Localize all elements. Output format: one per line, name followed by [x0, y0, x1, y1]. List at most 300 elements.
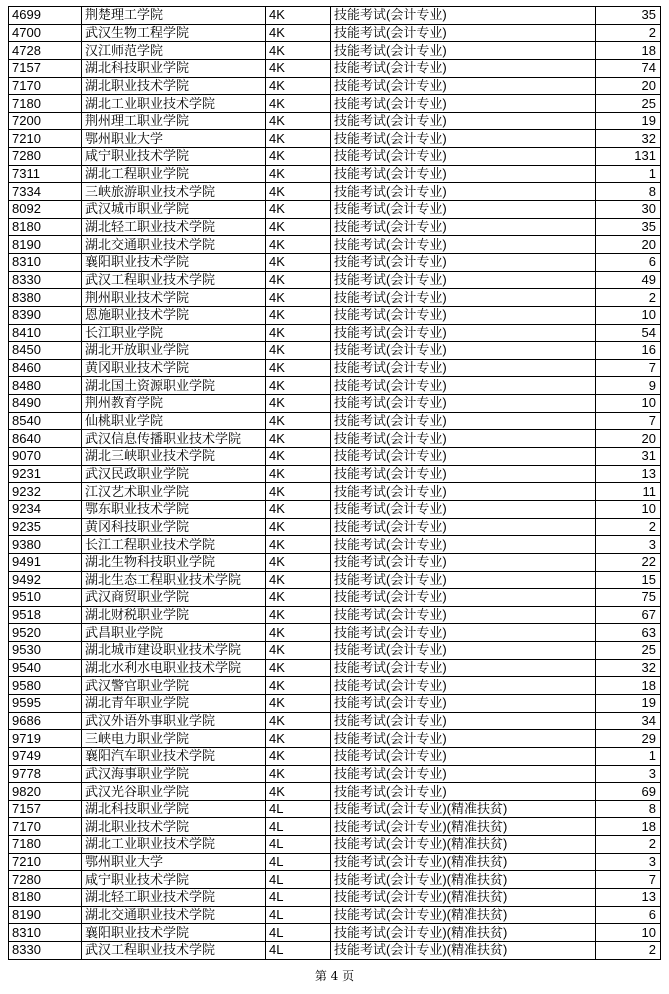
batch-code-cell: 4L: [266, 906, 331, 924]
school-name-cell: 襄阳职业技术学院: [82, 924, 266, 942]
school-name-cell: 武汉商贸职业学院: [82, 589, 266, 607]
school-code-cell: 8310: [9, 924, 82, 942]
exam-type-cell: 技能考试(会计专业): [331, 624, 596, 642]
school-code-cell: 7180: [9, 836, 82, 854]
exam-type-cell: 技能考试(会计专业): [331, 324, 596, 342]
exam-type-cell: 技能考试(会计专业)(精准扶贫): [331, 889, 596, 907]
batch-code-cell: 4K: [266, 359, 331, 377]
exam-type-cell: 技能考试(会计专业): [331, 24, 596, 42]
school-code-cell: 9380: [9, 536, 82, 554]
school-code-cell: 7157: [9, 59, 82, 77]
table-row: [9, 889, 661, 907]
table-row: [9, 941, 661, 959]
school-name-cell: 武昌职业学院: [82, 624, 266, 642]
plan-count-cell: 25: [596, 642, 661, 660]
plan-count-cell: 18: [596, 677, 661, 695]
exam-type-cell: 技能考试(会计专业): [331, 483, 596, 501]
school-code-cell: 8480: [9, 377, 82, 395]
school-code-cell: 9749: [9, 747, 82, 765]
table-row: [9, 783, 661, 801]
batch-code-cell: 4K: [266, 571, 331, 589]
batch-code-cell: 4K: [266, 183, 331, 201]
plan-count-cell: 7: [596, 871, 661, 889]
school-name-cell: 武汉城市职业学院: [82, 201, 266, 219]
table-row: [9, 836, 661, 854]
table-row: [9, 906, 661, 924]
school-code-cell: 8460: [9, 359, 82, 377]
table-row: [9, 430, 661, 448]
table-row: [9, 165, 661, 183]
plan-count-cell: 35: [596, 218, 661, 236]
plan-count-cell: 6: [596, 906, 661, 924]
school-name-cell: 武汉海事职业学院: [82, 765, 266, 783]
school-code-cell: 8180: [9, 889, 82, 907]
exam-type-cell: 技能考试(会计专业): [331, 730, 596, 748]
batch-code-cell: 4K: [266, 783, 331, 801]
school-code-cell: 4699: [9, 7, 82, 25]
batch-code-cell: 4L: [266, 818, 331, 836]
table-row: [9, 236, 661, 254]
batch-code-cell: 4L: [266, 853, 331, 871]
plan-count-cell: 19: [596, 112, 661, 130]
exam-type-cell: 技能考试(会计专业): [331, 130, 596, 148]
school-code-cell: 7170: [9, 77, 82, 95]
school-name-cell: 仙桃职业学院: [82, 412, 266, 430]
school-code-cell: 8450: [9, 342, 82, 360]
batch-code-cell: 4K: [266, 236, 331, 254]
batch-code-cell: 4K: [266, 747, 331, 765]
page-number: 第 4 页: [314, 969, 355, 983]
batch-code-cell: 4K: [266, 377, 331, 395]
table-row: [9, 677, 661, 695]
table-row: [9, 59, 661, 77]
plan-count-cell: 2: [596, 836, 661, 854]
exam-type-cell: 技能考试(会计专业): [331, 465, 596, 483]
table-row: [9, 77, 661, 95]
exam-type-cell: 技能考试(会计专业)(精准扶贫): [331, 941, 596, 959]
batch-code-cell: 4K: [266, 271, 331, 289]
batch-code-cell: 4K: [266, 765, 331, 783]
batch-code-cell: 4K: [266, 677, 331, 695]
plan-count-cell: 2: [596, 289, 661, 307]
exam-type-cell: 技能考试(会计专业)(精准扶贫): [331, 800, 596, 818]
school-code-cell: 9235: [9, 518, 82, 536]
exam-type-cell: 技能考试(会计专业): [331, 412, 596, 430]
plan-count-cell: 6: [596, 253, 661, 271]
exam-type-cell: 技能考试(会计专业): [331, 77, 596, 95]
school-name-cell: 长江职业学院: [82, 324, 266, 342]
school-code-cell: 9510: [9, 589, 82, 607]
plan-count-cell: 69: [596, 783, 661, 801]
exam-type-cell: 技能考试(会计专业): [331, 747, 596, 765]
plan-count-cell: 18: [596, 818, 661, 836]
table-row: [9, 412, 661, 430]
school-name-cell: 襄阳职业技术学院: [82, 253, 266, 271]
school-name-cell: 湖北青年职业学院: [82, 694, 266, 712]
table-row: [9, 324, 661, 342]
plan-count-cell: 9: [596, 377, 661, 395]
plan-count-cell: 2: [596, 518, 661, 536]
exam-type-cell: 技能考试(会计专业): [331, 201, 596, 219]
table-row: [9, 253, 661, 271]
school-name-cell: 湖北职业技术学院: [82, 77, 266, 95]
admission-plan-table: [8, 6, 661, 960]
exam-type-cell: 技能考试(会计专业): [331, 218, 596, 236]
batch-code-cell: 4L: [266, 924, 331, 942]
table-row: [9, 694, 661, 712]
plan-count-cell: 30: [596, 201, 661, 219]
exam-type-cell: 技能考试(会计专业): [331, 377, 596, 395]
exam-type-cell: 技能考试(会计专业): [331, 289, 596, 307]
exam-type-cell: 技能考试(会计专业): [331, 430, 596, 448]
school-code-cell: 8330: [9, 941, 82, 959]
batch-code-cell: 4K: [266, 430, 331, 448]
table-row: [9, 553, 661, 571]
batch-code-cell: 4K: [266, 112, 331, 130]
plan-count-cell: 131: [596, 148, 661, 166]
school-name-cell: 武汉信息传播职业技术学院: [82, 430, 266, 448]
school-code-cell: 9231: [9, 465, 82, 483]
batch-code-cell: 4L: [266, 889, 331, 907]
plan-count-cell: 34: [596, 712, 661, 730]
plan-count-cell: 22: [596, 553, 661, 571]
batch-code-cell: 4K: [266, 95, 331, 113]
batch-code-cell: 4K: [266, 642, 331, 660]
school-code-cell: 8640: [9, 430, 82, 448]
plan-count-cell: 2: [596, 24, 661, 42]
table-row: [9, 465, 661, 483]
school-name-cell: 湖北职业技术学院: [82, 818, 266, 836]
plan-count-cell: 49: [596, 271, 661, 289]
school-name-cell: 江汉艺术职业学院: [82, 483, 266, 501]
plan-count-cell: 3: [596, 765, 661, 783]
table-row: [9, 571, 661, 589]
exam-type-cell: 技能考试(会计专业): [331, 236, 596, 254]
school-code-cell: 8190: [9, 906, 82, 924]
exam-type-cell: 技能考试(会计专业): [331, 712, 596, 730]
batch-code-cell: 4K: [266, 536, 331, 554]
batch-code-cell: 4K: [266, 218, 331, 236]
exam-type-cell: 技能考试(会计专业): [331, 271, 596, 289]
school-code-cell: 7311: [9, 165, 82, 183]
plan-count-cell: 10: [596, 924, 661, 942]
plan-count-cell: 8: [596, 800, 661, 818]
batch-code-cell: 4L: [266, 941, 331, 959]
plan-count-cell: 1: [596, 747, 661, 765]
school-code-cell: 7170: [9, 818, 82, 836]
plan-count-cell: 10: [596, 500, 661, 518]
school-name-cell: 黄冈科技职业学院: [82, 518, 266, 536]
school-code-cell: 9595: [9, 694, 82, 712]
batch-code-cell: 4K: [266, 483, 331, 501]
plan-count-cell: 20: [596, 77, 661, 95]
school-code-cell: 9719: [9, 730, 82, 748]
table-row: [9, 712, 661, 730]
table-row: [9, 24, 661, 42]
table-row: [9, 818, 661, 836]
plan-count-cell: 32: [596, 659, 661, 677]
school-code-cell: 9492: [9, 571, 82, 589]
school-code-cell: 7280: [9, 871, 82, 889]
school-code-cell: 8092: [9, 201, 82, 219]
school-code-cell: 4728: [9, 42, 82, 60]
school-name-cell: 武汉光谷职业学院: [82, 783, 266, 801]
plan-count-cell: 32: [596, 130, 661, 148]
school-name-cell: 荆州教育学院: [82, 395, 266, 413]
plan-count-cell: 74: [596, 59, 661, 77]
school-name-cell: 湖北交通职业技术学院: [82, 906, 266, 924]
plan-count-cell: 18: [596, 42, 661, 60]
school-name-cell: 湖北轻工职业技术学院: [82, 889, 266, 907]
batch-code-cell: 4K: [266, 77, 331, 95]
exam-type-cell: 技能考试(会计专业): [331, 359, 596, 377]
exam-type-cell: 技能考试(会计专业): [331, 7, 596, 25]
exam-type-cell: 技能考试(会计专业): [331, 342, 596, 360]
school-name-cell: 鄂州职业大学: [82, 130, 266, 148]
table-row: [9, 924, 661, 942]
exam-type-cell: 技能考试(会计专业): [331, 536, 596, 554]
school-code-cell: 4700: [9, 24, 82, 42]
plan-count-cell: 20: [596, 236, 661, 254]
school-code-cell: 9580: [9, 677, 82, 695]
school-name-cell: 恩施职业技术学院: [82, 306, 266, 324]
plan-count-cell: 16: [596, 342, 661, 360]
table-row: [9, 448, 661, 466]
table-row: [9, 148, 661, 166]
batch-code-cell: 4K: [266, 42, 331, 60]
school-code-cell: 9530: [9, 642, 82, 660]
batch-code-cell: 4K: [266, 694, 331, 712]
plan-count-cell: 25: [596, 95, 661, 113]
school-code-cell: 9778: [9, 765, 82, 783]
school-name-cell: 湖北生物科技职业学院: [82, 553, 266, 571]
batch-code-cell: 4K: [266, 465, 331, 483]
school-name-cell: 湖北科技职业学院: [82, 800, 266, 818]
school-name-cell: 荆楚理工学院: [82, 7, 266, 25]
plan-count-cell: 31: [596, 448, 661, 466]
table-row: [9, 112, 661, 130]
school-name-cell: 咸宁职业技术学院: [82, 148, 266, 166]
batch-code-cell: 4K: [266, 553, 331, 571]
school-name-cell: 武汉外语外事职业学院: [82, 712, 266, 730]
school-code-cell: 9686: [9, 712, 82, 730]
batch-code-cell: 4L: [266, 871, 331, 889]
batch-code-cell: 4K: [266, 165, 331, 183]
table-row: [9, 342, 661, 360]
school-code-cell: 9540: [9, 659, 82, 677]
plan-count-cell: 10: [596, 306, 661, 324]
school-code-cell: 7157: [9, 800, 82, 818]
exam-type-cell: 技能考试(会计专业): [331, 571, 596, 589]
table-row: [9, 853, 661, 871]
plan-count-cell: 7: [596, 359, 661, 377]
batch-code-cell: 4K: [266, 24, 331, 42]
school-code-cell: 9491: [9, 553, 82, 571]
exam-type-cell: 技能考试(会计专业): [331, 553, 596, 571]
school-name-cell: 长江工程职业技术学院: [82, 536, 266, 554]
batch-code-cell: 4K: [266, 606, 331, 624]
plan-count-cell: 1: [596, 165, 661, 183]
school-name-cell: 湖北财税职业学院: [82, 606, 266, 624]
exam-type-cell: 技能考试(会计专业): [331, 677, 596, 695]
exam-type-cell: 技能考试(会计专业): [331, 589, 596, 607]
batch-code-cell: 4K: [266, 324, 331, 342]
exam-type-cell: 技能考试(会计专业): [331, 165, 596, 183]
table-row: [9, 130, 661, 148]
exam-type-cell: 技能考试(会计专业)(精准扶贫): [331, 871, 596, 889]
school-name-cell: 咸宁职业技术学院: [82, 871, 266, 889]
school-code-cell: 7180: [9, 95, 82, 113]
school-name-cell: 黄冈职业技术学院: [82, 359, 266, 377]
school-code-cell: 8410: [9, 324, 82, 342]
school-code-cell: 8330: [9, 271, 82, 289]
exam-type-cell: 技能考试(会计专业): [331, 606, 596, 624]
table-row: [9, 747, 661, 765]
school-code-cell: 7334: [9, 183, 82, 201]
table-body: [9, 7, 661, 960]
batch-code-cell: 4L: [266, 800, 331, 818]
school-code-cell: 8540: [9, 412, 82, 430]
batch-code-cell: 4K: [266, 201, 331, 219]
school-name-cell: 襄阳汽车职业技术学院: [82, 747, 266, 765]
school-code-cell: 8180: [9, 218, 82, 236]
plan-count-cell: 67: [596, 606, 661, 624]
plan-count-cell: 35: [596, 7, 661, 25]
exam-type-cell: 技能考试(会计专业): [331, 518, 596, 536]
exam-type-cell: 技能考试(会计专业): [331, 659, 596, 677]
school-name-cell: 鄂州职业大学: [82, 853, 266, 871]
table-row: [9, 800, 661, 818]
table-row: [9, 500, 661, 518]
table-row: [9, 483, 661, 501]
table-row: [9, 289, 661, 307]
table-row: [9, 42, 661, 60]
school-code-cell: 8190: [9, 236, 82, 254]
school-name-cell: 湖北生态工程职业技术学院: [82, 571, 266, 589]
school-name-cell: 湖北开放职业学院: [82, 342, 266, 360]
exam-type-cell: 技能考试(会计专业): [331, 500, 596, 518]
school-name-cell: 湖北工业职业技术学院: [82, 836, 266, 854]
school-name-cell: 湖北水利水电职业技术学院: [82, 659, 266, 677]
batch-code-cell: 4K: [266, 412, 331, 430]
exam-type-cell: 技能考试(会计专业): [331, 95, 596, 113]
school-name-cell: 鄂东职业技术学院: [82, 500, 266, 518]
plan-count-cell: 15: [596, 571, 661, 589]
table-row: [9, 765, 661, 783]
batch-code-cell: 4K: [266, 395, 331, 413]
batch-code-cell: 4K: [266, 148, 331, 166]
batch-code-cell: 4K: [266, 659, 331, 677]
batch-code-cell: 4K: [266, 7, 331, 25]
school-name-cell: 荆州理工职业学院: [82, 112, 266, 130]
school-name-cell: 湖北城市建设职业技术学院: [82, 642, 266, 660]
school-code-cell: 8490: [9, 395, 82, 413]
table-row: [9, 871, 661, 889]
table-row: [9, 306, 661, 324]
school-name-cell: 武汉民政职业学院: [82, 465, 266, 483]
school-name-cell: 湖北工业职业技术学院: [82, 95, 266, 113]
exam-type-cell: 技能考试(会计专业)(精准扶贫): [331, 818, 596, 836]
school-name-cell: 武汉警官职业学院: [82, 677, 266, 695]
school-name-cell: 荆州职业技术学院: [82, 289, 266, 307]
table-row: [9, 536, 661, 554]
school-name-cell: 湖北轻工职业技术学院: [82, 218, 266, 236]
plan-count-cell: 75: [596, 589, 661, 607]
school-code-cell: 7210: [9, 130, 82, 148]
exam-type-cell: 技能考试(会计专业): [331, 148, 596, 166]
batch-code-cell: 4K: [266, 712, 331, 730]
exam-type-cell: 技能考试(会计专业): [331, 642, 596, 660]
exam-type-cell: 技能考试(会计专业): [331, 306, 596, 324]
plan-count-cell: 13: [596, 889, 661, 907]
table-row: [9, 95, 661, 113]
batch-code-cell: 4K: [266, 589, 331, 607]
batch-code-cell: 4K: [266, 130, 331, 148]
school-code-cell: 7200: [9, 112, 82, 130]
exam-type-cell: 技能考试(会计专业)(精准扶贫): [331, 924, 596, 942]
plan-count-cell: 29: [596, 730, 661, 748]
exam-type-cell: 技能考试(会计专业): [331, 112, 596, 130]
school-name-cell: 湖北交通职业技术学院: [82, 236, 266, 254]
plan-count-cell: 3: [596, 536, 661, 554]
plan-count-cell: 8: [596, 183, 661, 201]
batch-code-cell: 4K: [266, 448, 331, 466]
table-row: [9, 606, 661, 624]
batch-code-cell: 4K: [266, 342, 331, 360]
school-code-cell: 8380: [9, 289, 82, 307]
school-code-cell: 8390: [9, 306, 82, 324]
batch-code-cell: 4K: [266, 289, 331, 307]
plan-count-cell: 54: [596, 324, 661, 342]
plan-count-cell: 19: [596, 694, 661, 712]
school-name-cell: 武汉工程职业技术学院: [82, 271, 266, 289]
school-code-cell: 9234: [9, 500, 82, 518]
plan-count-cell: 10: [596, 395, 661, 413]
school-name-cell: 湖北工程职业学院: [82, 165, 266, 183]
batch-code-cell: 4K: [266, 253, 331, 271]
exam-type-cell: 技能考试(会计专业)(精准扶贫): [331, 906, 596, 924]
table-row: [9, 659, 661, 677]
exam-type-cell: 技能考试(会计专业)(精准扶贫): [331, 836, 596, 854]
plan-count-cell: 13: [596, 465, 661, 483]
batch-code-cell: 4K: [266, 500, 331, 518]
batch-code-cell: 4K: [266, 306, 331, 324]
exam-type-cell: 技能考试(会计专业): [331, 694, 596, 712]
plan-count-cell: 7: [596, 412, 661, 430]
school-name-cell: 湖北国土资源职业学院: [82, 377, 266, 395]
table-row: [9, 271, 661, 289]
school-name-cell: 武汉工程职业技术学院: [82, 941, 266, 959]
plan-count-cell: 63: [596, 624, 661, 642]
table-row: [9, 589, 661, 607]
exam-type-cell: 技能考试(会计专业): [331, 448, 596, 466]
school-code-cell: 7210: [9, 853, 82, 871]
school-code-cell: 9820: [9, 783, 82, 801]
school-name-cell: 湖北科技职业学院: [82, 59, 266, 77]
table-row: [9, 730, 661, 748]
batch-code-cell: 4L: [266, 836, 331, 854]
batch-code-cell: 4K: [266, 624, 331, 642]
school-name-cell: 三峡旅游职业技术学院: [82, 183, 266, 201]
school-name-cell: 三峡电力职业学院: [82, 730, 266, 748]
table-row: [9, 642, 661, 660]
batch-code-cell: 4K: [266, 59, 331, 77]
table-row: [9, 7, 661, 25]
table-row: [9, 201, 661, 219]
exam-type-cell: 技能考试(会计专业): [331, 783, 596, 801]
plan-count-cell: 2: [596, 941, 661, 959]
table-row: [9, 395, 661, 413]
